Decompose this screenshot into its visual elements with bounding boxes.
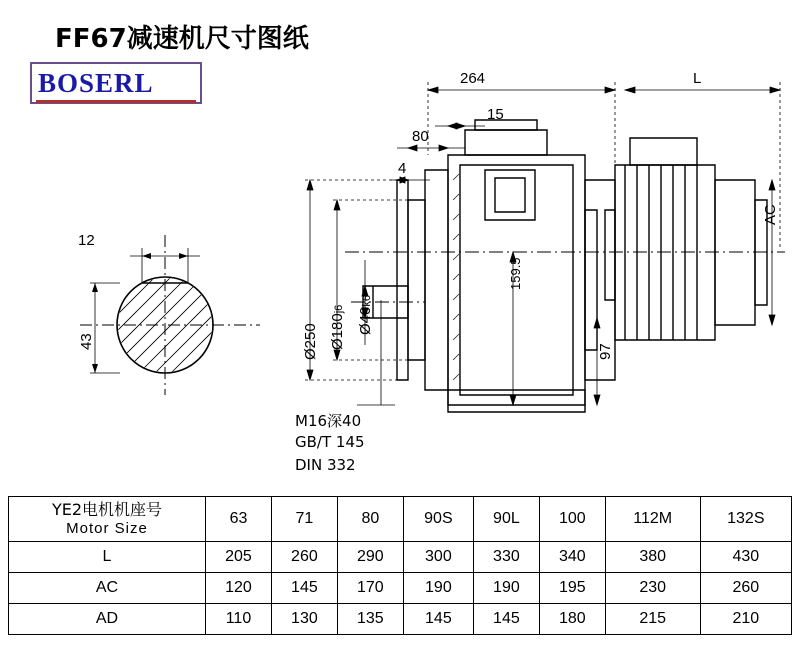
table-cell: 380: [605, 542, 700, 573]
dim-12-label: 12: [78, 232, 95, 249]
table-cell: 130: [271, 604, 337, 635]
table-cell: 145: [403, 604, 473, 635]
table-row-label: L: [9, 542, 206, 573]
table-header-label-cell: [9, 497, 206, 542]
table-cell: 290: [337, 542, 403, 573]
table-row: [9, 542, 792, 573]
dia-180-label-group: [329, 305, 347, 350]
dia-40-label-group: [357, 295, 375, 335]
table-header-row: [9, 497, 792, 542]
dia-40-label: Ø40: [357, 306, 374, 335]
note-line-3: DIN 332: [295, 456, 356, 474]
table-cell: 90L: [473, 497, 539, 542]
table-cell: 330: [473, 542, 539, 573]
table-cell: 170: [337, 573, 403, 604]
table-cell: 145: [271, 573, 337, 604]
dim-80-label: 80: [412, 128, 429, 145]
table-cell: 195: [539, 573, 605, 604]
table-cell: 260: [700, 573, 791, 604]
dim-4-label: 4: [398, 160, 407, 177]
dim-15-label: 15: [487, 106, 504, 123]
table-cell: 71: [271, 497, 337, 542]
table-cell: 63: [206, 497, 272, 542]
table-cell: 430: [700, 542, 791, 573]
table-cell: 132S: [700, 497, 791, 542]
left-shaft-view: [60, 230, 270, 400]
table-cell: 230: [605, 573, 700, 604]
table-header-label-cn: YE2电机机座号: [51, 500, 163, 519]
table-cell: 190: [473, 573, 539, 604]
note-line-1: M16深40: [295, 412, 362, 430]
table-row: [9, 604, 792, 635]
dim-43-label: 43: [78, 333, 95, 350]
table-cell: 180: [539, 604, 605, 635]
dim-264-label: 264: [460, 70, 486, 87]
table-cell: 205: [206, 542, 272, 573]
logo-underline: [36, 100, 196, 103]
dim-159-5-label: 159.5: [508, 257, 523, 290]
table-row: [9, 573, 792, 604]
table-cell: 260: [271, 542, 337, 573]
note-line-2: GB/T 145: [295, 433, 365, 451]
table-cell: 80: [337, 497, 403, 542]
table-cell: 112M: [605, 497, 700, 542]
dim-AC-label: AC: [762, 204, 779, 225]
dia-250-label: Ø250: [302, 323, 319, 360]
gearbox-assembly-drawing: [285, 60, 795, 480]
dia-180-label: Ø180: [329, 313, 346, 350]
dia-40-tolerance: k6: [361, 295, 373, 307]
table-cell: 190: [403, 573, 473, 604]
table-cell: 100: [539, 497, 605, 542]
table-cell: 145: [473, 604, 539, 635]
table-cell: 340: [539, 542, 605, 573]
table-header-label-en: Motor Size: [66, 520, 148, 537]
dim-L-label: L: [693, 70, 702, 87]
dim-97-label: 97: [597, 343, 614, 360]
table-cell: 135: [337, 604, 403, 635]
table-cell: 90S: [403, 497, 473, 542]
table-cell: 110: [206, 604, 272, 635]
logo-text: BOSERL: [38, 68, 154, 98]
table-cell: 215: [605, 604, 700, 635]
table-cell: 300: [403, 542, 473, 573]
table-row-label: AD: [9, 604, 206, 635]
dia-180-tolerance: j6: [333, 304, 345, 314]
motor-size-table: [8, 496, 792, 635]
table-cell: 120: [206, 573, 272, 604]
table-row-label: AC: [9, 573, 206, 604]
page-title: FF67减速机尺寸图纸: [55, 24, 309, 54]
table-cell: 210: [700, 604, 791, 635]
